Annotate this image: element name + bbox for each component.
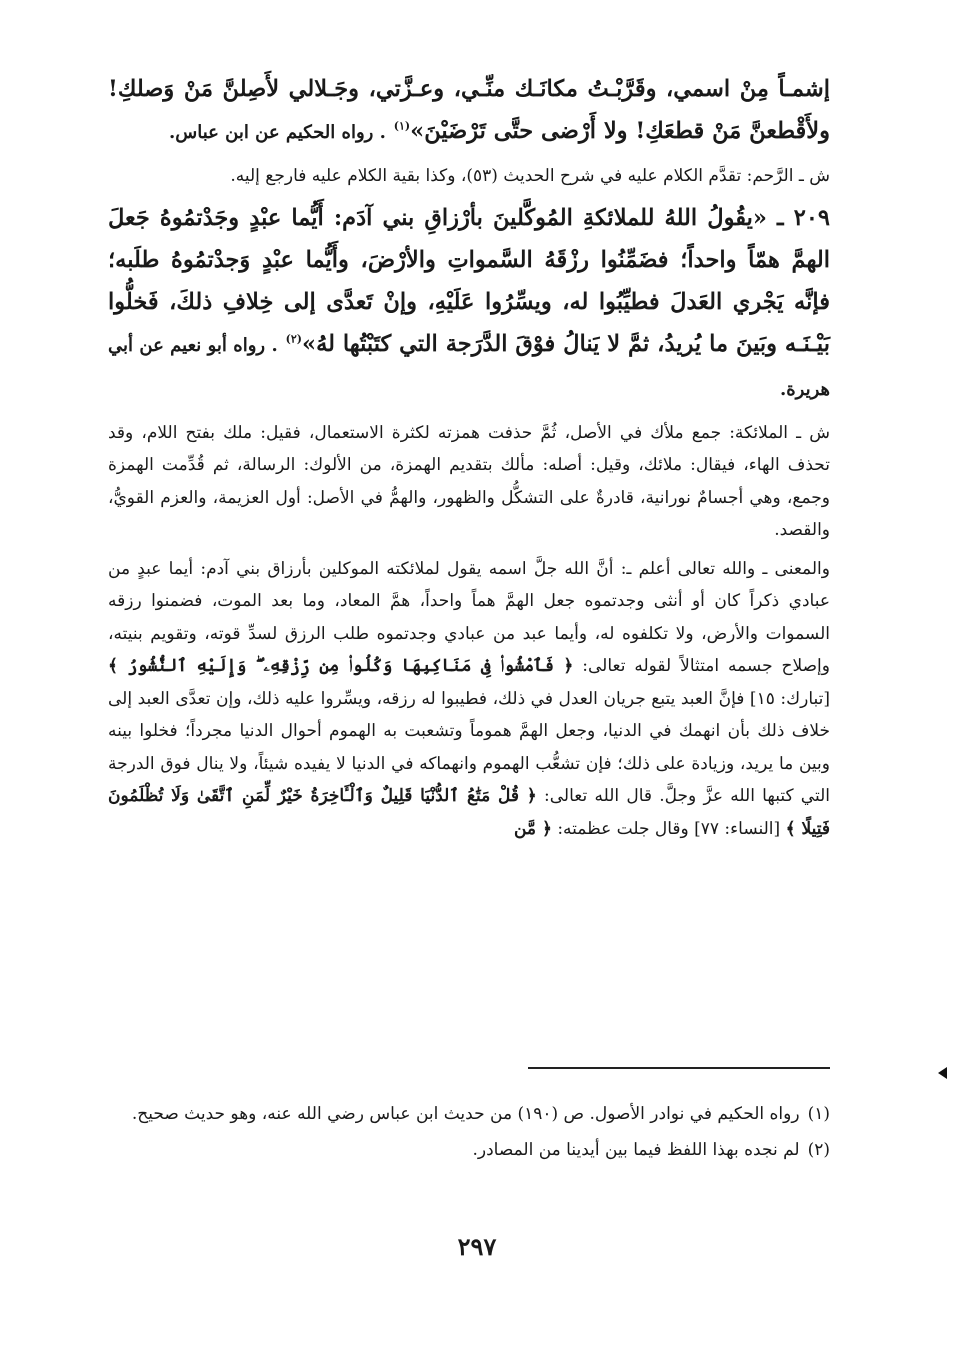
sharh-209-definition: ش ـ الملائكة: جمع ملأك في الأصل، ثُمَّ حذفت همزته لكثرة الاستعمال، فقيل: ملك بفتح اللام، وقد تحذف الهاء، فيقال: ملائك، وقيل: أصله: مألك بتقديم الهمزة، من الألوك: الرسالة، ثم قُدِّمت الهمزة وجمع، وهي أجسامٌ نورانية، قادرةٌ على التشكُّل والظهور، والهمُّ في الأصل: أول العزيمة، والعزم القويُّ، والقصد. xyxy=(108,422,830,540)
quran-verse-continued: ﴿ مَّن xyxy=(513,818,552,839)
page-number: ٢٩٧ xyxy=(457,1232,497,1261)
footnote-mark: (١) xyxy=(807,1104,830,1124)
footnote-1 xyxy=(108,1096,830,1132)
footnote-2 xyxy=(108,1132,830,1168)
meaning-text-c: [النساء: ٧٧] وقال جلت عظمته: xyxy=(557,818,781,839)
sharh-208: ش ـ الرَّحم: تقدَّم الكلام عليه في شرح الحديث (٥٣)، وكذا بقية الكلام عليه فارجع إليه. xyxy=(230,166,830,186)
footnote-text: رواه الحكيم في نوادر الأصول. ص (١٩٠) من حديث ابن عباس رضي الله عنه، وهو حديث صحيح. xyxy=(131,1104,800,1124)
hadith-208-text: إشمـاً مِنْ اسمي، وقَرَّبْـتُ مكانَـك منِّـي، وعـزَّتي، وجَـلالي لأَصِلنَّ مَنْ وَصلكِ! ولأَقْطعنَّ مَنْ قطعَكِ! ولا أَرْضى حتَّى تَرْضَيْنَ» xyxy=(108,76,830,144)
footnote-text: لم نجده بهذا اللفظ فيما بين أيدينا من المصادر. xyxy=(472,1140,800,1160)
hadith-209-text: «يقُولُ اللهُ للملائكةِ المُوكَّلينَ بأرْزاقِ بني آدَم: أَيُّما عبْدٍ وجَدْتمُوهُ جَعلَ الهمَّ همّاً واحداً؛ فضَمِّنُوا رزْقَهُ السَّمواتِ والأرْضَ، وأَيُّما عبْدٍ وَجدْتمُوهُ طلَبه؛ فإنَّه يَجْري العَدلَ فطيِّبُوا له، ويسِّرُوا عَلَيْهِ، وإنْ تَعدَّى إلى خِلافِ ذلكَ، فَخلُّوا بَيْـنَـه وبَينَ ما يُريدُ، ثمَّ لا يَنالُ فوْقَ الدَّرَجة التي كتَبْتُها لهُ» xyxy=(108,204,830,357)
quran-verse-tabarak: ﴿ فَٱمْشُوا۟ فِى مَنَاكِبِهَا وَكُلُوا۟ مِن رِّزْقِهِۦ ۖ وَإِلَيْهِ ٱلنُّشُورُ ﴾ xyxy=(108,656,574,676)
meaning-text-a: والمعنى ـ والله تعالى أعلم ـ: أنَّ الله جلَّ اسمه يقول لملائكته الموكلين بأرزاق بني آدم: أيما عبدٍ من عبادي ذكراً كان أو أنثى وجدتموه جعل الهمَّ هماً واحداً، همَّ المعاد، وما بعد الموت، فضمنوا رزقه السموات والأرض، ولا تكلفوه له، وأيما عبد من عبادي وجدتموه طلب الرزق لسدِّ قوته، وتقويم بنيته، وإصلاح جسمه امتثالاً لقوله تعالى: xyxy=(108,558,830,676)
footnote-ref-1[interactable]: (١) xyxy=(393,119,411,133)
page-body xyxy=(108,68,830,845)
hadith-209 xyxy=(108,197,830,411)
sharh-209-meaning xyxy=(108,553,830,846)
arrow-left-icon xyxy=(938,1067,947,1079)
footnotes xyxy=(108,1096,830,1168)
hadith-208-ending xyxy=(108,68,830,154)
hadith-209-source: . رواه أبو نعيم عن أبي هريرة. xyxy=(108,334,830,400)
meaning-text-b: [تبارك: ١٥] فإنَّ العبد يتبع جريان العدل في ذلك، فطيبوا له رزقه، ويسِّروا عليه ذلك، وإن تعدَّى العبد إلى خلاف ذلك بأن انهمك في الدنيا، وجعل الهمَّ هموماً وتشعبت به الهموم أحوال الدنيا مجرداً؛ فخلوا بينه وبين ما يريد، وزيادة على ذلك؛ فإن تشعُّب الهموم وانهماكه في الدنيا لا يفيده شيئاً، ولا ينال فوق الدرجة التي كتبها الله عزَّ وجلَّ. قال الله تعالى: xyxy=(108,688,830,806)
footnote-ref-2[interactable]: (٢) xyxy=(285,332,302,345)
hadith-number: ٢٠٩ ـ xyxy=(777,204,830,231)
footnote-divider xyxy=(528,1067,830,1069)
footnote-mark: (٢) xyxy=(807,1140,830,1160)
quran-verse-nisa: ﴿ قُلْ مَتَٰعُ ٱلدُّنْيَا قَلِيلٌ وَٱلْـَٔاخِرَةُ خَيْرٌ لِّمَنِ ٱتَّقَىٰ وَلَا تُظْلَمُونَ فَتِيلًا ﴾ xyxy=(108,786,830,839)
hadith-208-source: . رواه الحكيم عن ابن عباس. xyxy=(168,122,386,143)
